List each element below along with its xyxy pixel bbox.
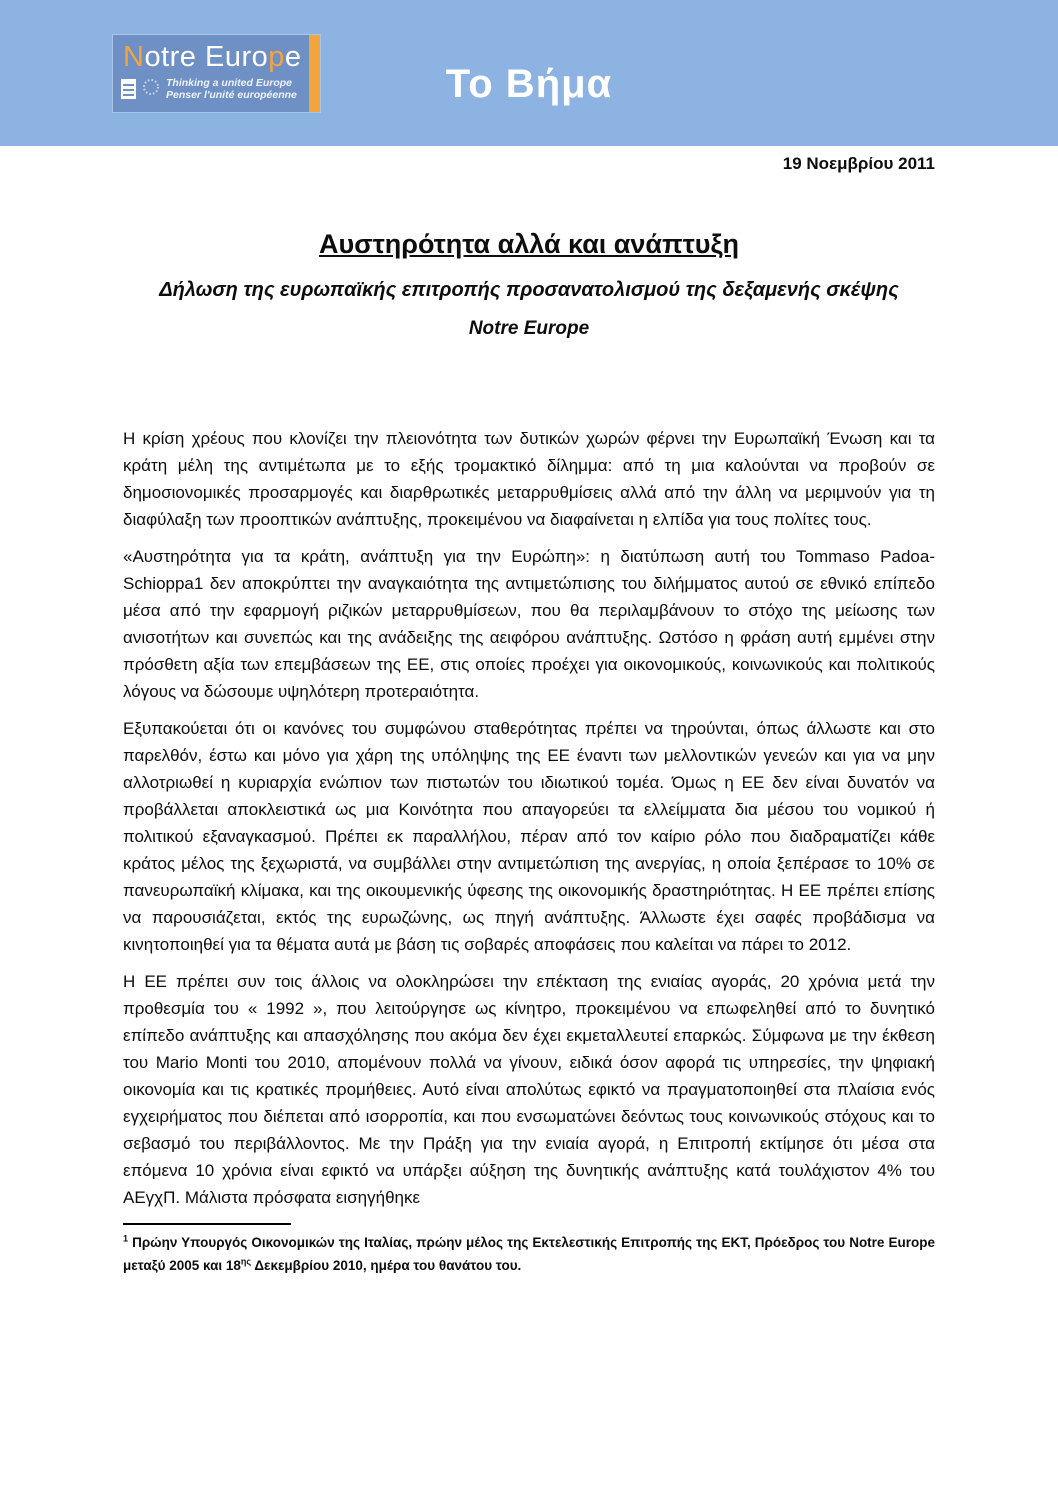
footnote-separator	[123, 1223, 291, 1225]
logo-brand-letter-p: p	[268, 41, 285, 73]
footnote	[123, 1231, 935, 1277]
logo-tagline-fr: Penser l'unité européenne	[166, 89, 297, 101]
paragraph: «Αυστηρότητα για τα κράτη, ανάπτυξη για την Ευρώπη»: η διατύπωση αυτή του Tommaso Padoa-Schioppa1 δεν αποκρύπτει την αναγκαιότητα της αντιμετώπισης του διλήμματος αυτού σε εθνικό επίπεδο μέσα από την εφαρμογή ριζικών μεταρρυθμίσεων, που θα περιλαμβάνουν το στόχο της μείωσης των ανισοτήτων και συνεπώς και της ανάδειξης της αειφόρου ανάπτυξης. Ωστόσο η φράση αυτή εμμένει στην πρόσθετη αξία των επεμβάσεων της ΕΕ, στις οποίες προέχει για οικονομικούς, κοινωνικούς και πολιτικούς λόγους να δώσουμε υψηλότερη προτεραιότητα.	[123, 547, 935, 701]
logo-brand-mid: otre Euro	[144, 41, 269, 73]
article-organization: Notre Europe	[468, 318, 590, 339]
publication-date: 19 Νοεμβρίου 2011	[782, 154, 935, 173]
paragraph: Εξυπακούεται ότι οι κανόνες του συμφώνου σταθερότητας πρέπει να τηρούνται, όπως άλλωστε και στο παρελθόν, έστω και μόνο για χάρη της υπόληψης της ΕΕ έναντι των μελλοντικών γενεών και για να μην αλλοτριωθεί η κυριαρχία ενώπιον των πιστωτών του ιδιωτικού τομέα. Όμως η ΕΕ δεν είναι δυνατόν να προβάλλεται αποκλειστικά ως μια Κοινότητα που απαγορεύει τα ελλείμματα δια μέσου του νομικού ή πολιτικού εξαναγκασμού. Πρέπει εκ παραλλήλου, πέραν από τον καίριο ρόλο που διαδραματίζει κάθε κράτος μέλος της ξεχωριστά, να συμβάλλει στην αντιμετώπιση της ανεργίας, η οποία ξεπέρασε το 10% σε πανευρωπαϊκή κλίμακα, και της οικουμενικής ύφεσης της οικονομικής δραστηριότητας. Η ΕΕ πρέπει επίσης να παρουσιάζεται, εκτός της ευρωζώνης, ως πηγή ανάπτυξης. Άλλωστε έχει σαφές προβάδισμα να κινητοποιηθεί για τα θέματα αυτά με βάση τις σοβαρές αποφάσεις που καλείται να πάρει το 2012.	[123, 719, 935, 954]
paragraph: Η κρίση χρέους που κλονίζει την πλειονότητα των δυτικών χωρών φέρνει την Ευρωπαϊκή Ένωση και τα κράτη μέλη της αντιμέτωπα με το εξής τρομακτικό δίλημμα: από τη μια καλούνται να προβούν σε δημοσιονομικές προσαρμογές και διαρθρωτικές μεταρρυθμίσεις αλλά από την άλλη να μεριμνούν για τη διαφύλαξη των προοπτικών ανάπτυξης, προκειμένου να διαφαίνεται η ελπίδα για τους πολίτες τους.	[123, 429, 935, 529]
article-body	[123, 425, 935, 1211]
footnote-text-1: Πρώην Υπουργός Οικονομικών της Ιταλίας, πρώην μέλος της Εκτελεστικής Επιτροπής της ΕΚΤ, Πρόεδρος του Notre Europe μεταξύ 2005 και 18	[123, 1235, 935, 1273]
logo-brand-letter-n: N	[123, 41, 145, 73]
article-title: Αυστηρότητα αλλά και ανάπτυξη	[319, 229, 739, 259]
footnote-marker: 1	[123, 1233, 129, 1244]
paragraph: Η ΕΕ πρέπει συν τοις άλλοις να ολοκληρώσει την επέκταση της ενιαίας αγοράς, 20 χρόνια μετά την προθεσμία του « 1992 », που λειτούργησε ως κίνητρο, προκειμένου να επωφεληθεί από το δυνητικό επίπεδο ανάπτυξης και απασχόλησης που ακόμα δεν έχει εκμεταλλευτεί επαρκώς. Σύμφωνα με την έκθεση του Mario Monti του 2010, απομένουν πολλά να γίνουν, ειδικά όσον αφορά τις υπηρεσίες, την ψηφιακή οικονομία και τις κρατικές προμήθειες. Αυτό είναι απολύτως εφικτό να πραγματοποιηθεί στα πλαίσια ενός εγχειρήματος που διέπεται από ισορροπία, και που ενσωματώνει δεόντως τους κοινωνικούς στόχους και το σεβασμό του περιβάλλοντος. Με την Πράξη για την ενιαία αγορά, η Επιτροπή εκτίμησε ότι μέσα στα επόμενα 10 χρόνια είναι εφικτό να υπάρξει αύξηση της δυνητικής ανάπτυξης κατά τουλάχιστον 4% του ΑΕγχΠ. Μάλιστα πρόσφατα εισηγήθηκε	[123, 972, 935, 1207]
logo-brand-letter-e: e	[284, 41, 302, 73]
masthead-title: Το Βήμα	[445, 62, 613, 106]
article-subtitle: Δήλωση της ευρωπαϊκής επιτροπής προσανατολισμού της δεξαμενής σκέψης	[159, 279, 899, 301]
footnote-superscript-is: ης	[240, 1256, 252, 1267]
header-band	[0, 0, 1058, 146]
footnote-text-2: Δεκεμβρίου 2010, ημέρα του θανάτου του.	[251, 1258, 522, 1273]
logo-tagline-en: Thinking a united Europe	[166, 77, 292, 89]
